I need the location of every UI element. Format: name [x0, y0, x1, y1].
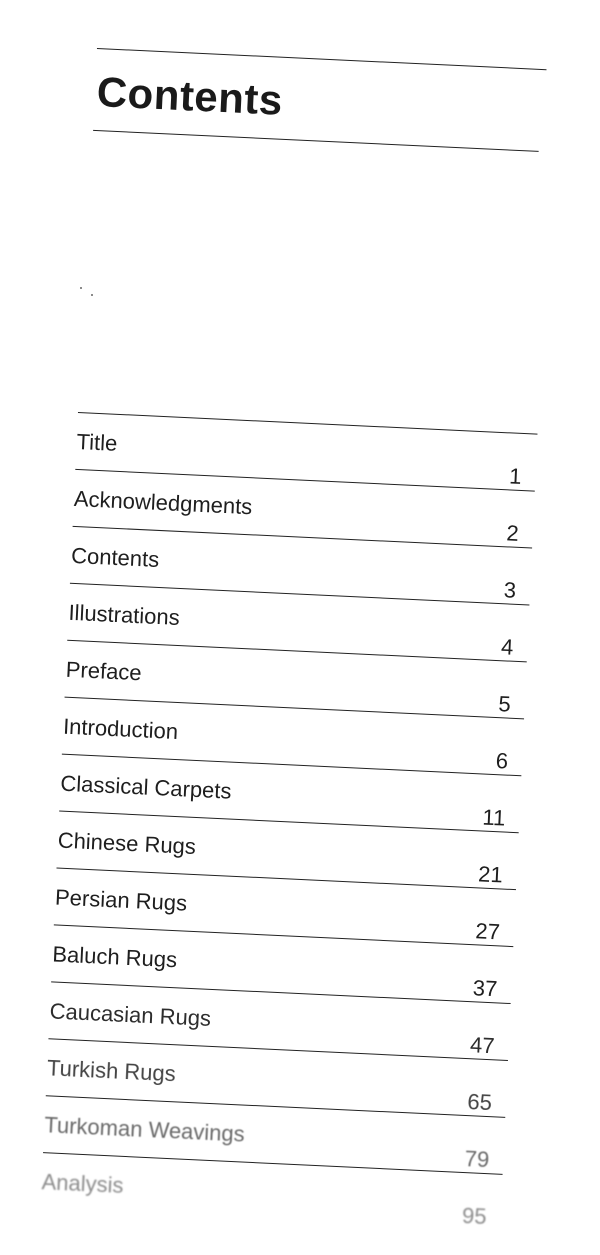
toc-entry-label: Chinese Rugs — [57, 827, 197, 860]
page-title: Contents — [95, 68, 284, 124]
toc-entry-label: Classical Carpets — [59, 770, 233, 804]
toc-entry-page: 37 — [472, 975, 498, 1002]
toc-entry-label: Baluch Rugs — [51, 941, 178, 973]
toc-entry-label: Acknowledgments — [73, 485, 253, 520]
header-bottom-rule — [93, 130, 539, 152]
contents-header — [92, 48, 547, 181]
toc-entry-label: Persian Rugs — [54, 884, 188, 916]
toc-entry-label: Illustrations — [67, 599, 181, 631]
toc-entry-label: Contents — [70, 542, 160, 572]
toc-entry-page: 3 — [503, 577, 517, 603]
scan-speck — [91, 294, 93, 296]
toc-entry-page: 21 — [477, 861, 504, 888]
toc-entry-page: 11 — [481, 804, 506, 831]
header-top-rule — [97, 48, 547, 70]
toc-entry-page: 4 — [500, 634, 514, 660]
toc-entry-page: 79 — [464, 1146, 490, 1173]
toc-entry-page: 2 — [505, 520, 520, 546]
toc-entry-page: 65 — [466, 1089, 493, 1116]
toc-entry-label: Introduction — [62, 713, 179, 745]
scan-speck — [80, 287, 82, 289]
table-of-contents — [40, 412, 537, 1231]
toc-entry-page: 27 — [474, 918, 501, 945]
toc-entry-label: Preface — [65, 656, 143, 686]
toc-entry-page: 47 — [469, 1032, 496, 1059]
toc-entry-label: Turkish Rugs — [46, 1055, 177, 1087]
toc-entry-label: Title — [76, 428, 118, 456]
toc-entry-label: Analysis — [41, 1169, 125, 1198]
toc-entry-page: 6 — [495, 748, 509, 774]
toc-entry-page: 5 — [497, 691, 512, 717]
toc-entry-label: Turkoman Weavings — [43, 1112, 246, 1147]
toc-entry-page: 1 — [508, 463, 523, 489]
toc-entry-page: 95 — [461, 1202, 488, 1230]
toc-entry-label: Caucasian Rugs — [49, 998, 212, 1031]
